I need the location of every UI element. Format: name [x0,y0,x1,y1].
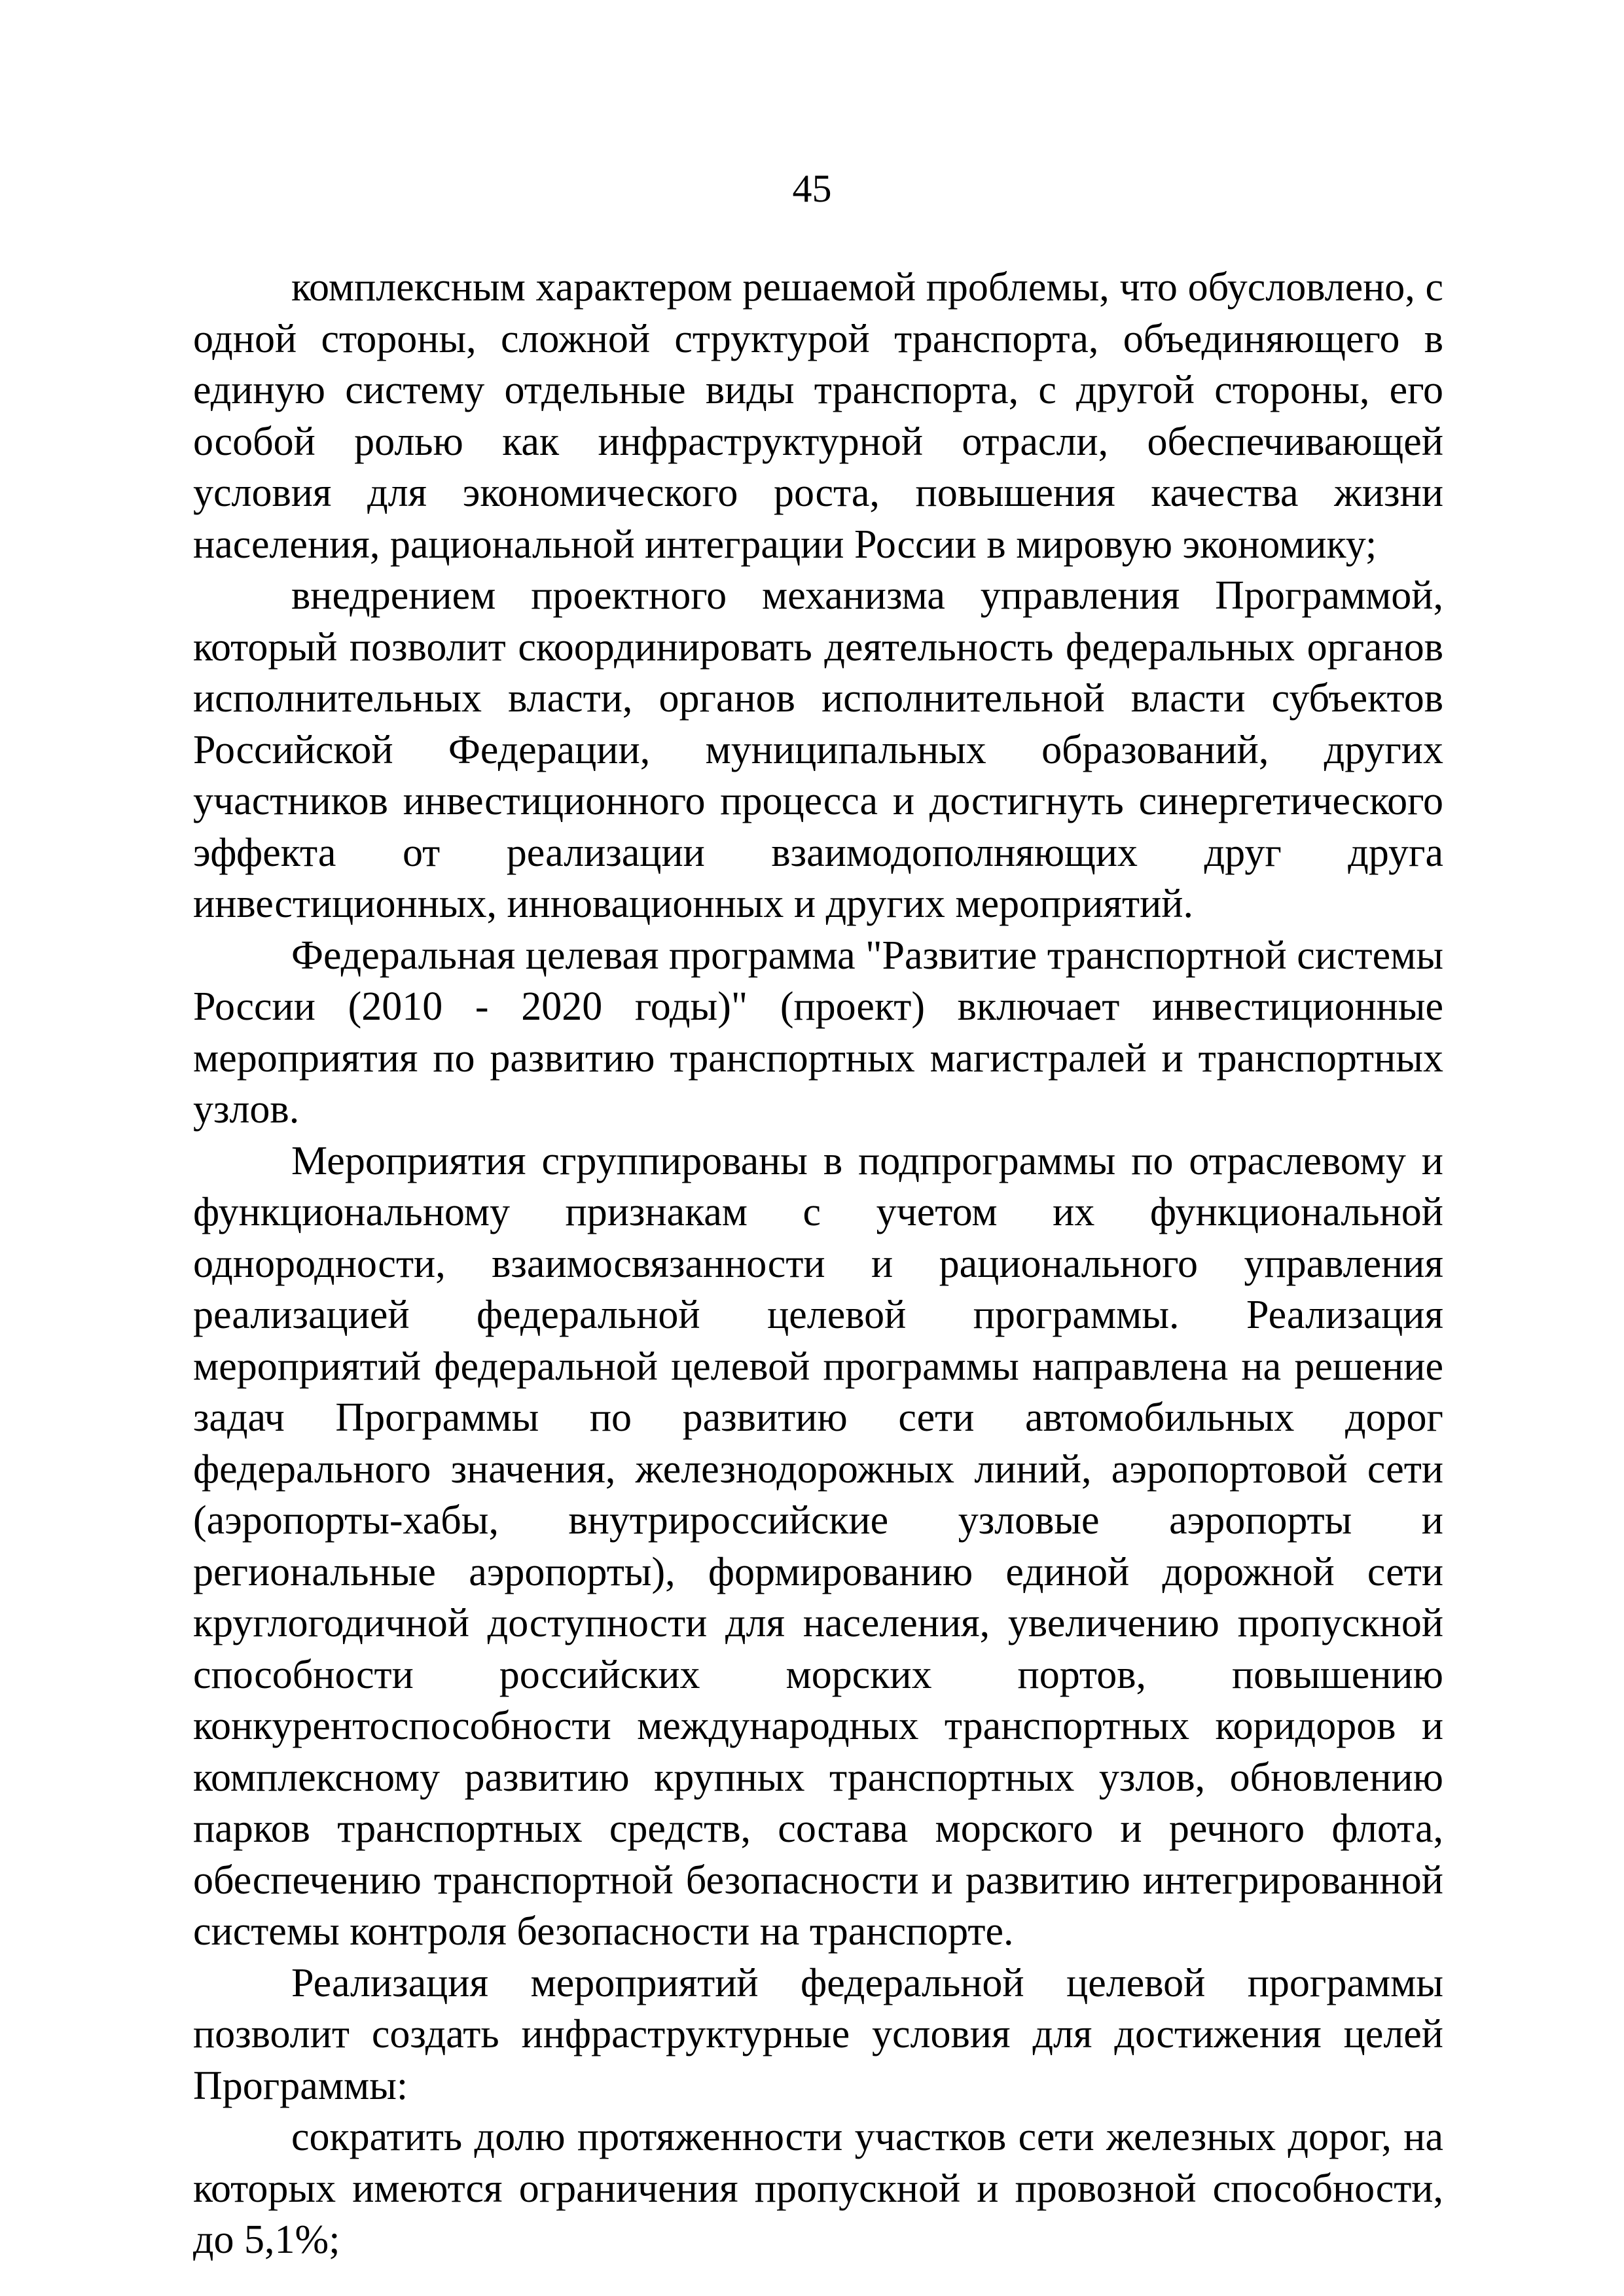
paragraph-3: Федеральная целевая программа "Развитие транспортной системы России (2010 - 2020 годы)" (проект) включает инвестиционные мероприятия по развитию транспортных магистралей и транспортных узлов. [193,933,1443,1132]
page-number: 45 [792,167,832,210]
paragraph-4: Мероприятия сгруппированы в подпрограммы по отраслевому и функциональному признакам с учетом их функциональной однородности, взаимосвязанности и рационального управления реализацией федеральной целевой программы. Реализация мероприятий федеральной целевой программы направлена на решение задач Программы по развитию сети автомобильных дорог федерального значения, железнодорожных линий, аэропортовой сети (аэропорты-хабы, внутрироссийские узловые аэропорты и региональные аэропорты), формированию единой дорожной сети круглогодичной доступности для населения, увеличению пропускной способности российских морских портов, повышению конкурентоспособности международных транспортных коридоров и комплексному развитию крупных транспортных узлов, обновлению парков транспортных средств, состава морского и речного флота, обеспечению транспортной безопасности и развитию интегрированной системы контроля безопасности на транспорте. [193,1138,1443,1954]
paragraph-6: сократить долю протяженности участков сети железных дорог, на которых имеются ограничения пропускной и провозной способности, до 5,1%; [193,2115,1443,2262]
paragraph-1: комплексным характером решаемой проблемы, что обусловлено, с одной стороны, сложной структурой транспорта, объединяющего в единую систему отдельные виды транспорта, с другой стороны, его особой ролью как инфраструктурной отрасли, обеспечивающей условия для экономического роста, повышения качества жизни населения, рациональной интеграции России в мировую экономику; [193,265,1443,567]
paragraph-5: Реализация мероприятий федеральной целевой программы позволит создать инфраструктурные условия для достижения целей Программы: [193,1960,1443,2108]
paragraph-2: внедрением проектного механизма управления Программой, который позволит скоординировать деятельность федеральных органов исполнительных власти, органов исполнительной власти субъектов Российской Федерации, муниципальных образований, других участников инвестиционного процесса и достигнуть синергетического эффекта от реализации взаимодополняющих друг друга инвестиционных, инновационных и других мероприятий. [193,573,1443,926]
document-body [193,262,1443,2266]
